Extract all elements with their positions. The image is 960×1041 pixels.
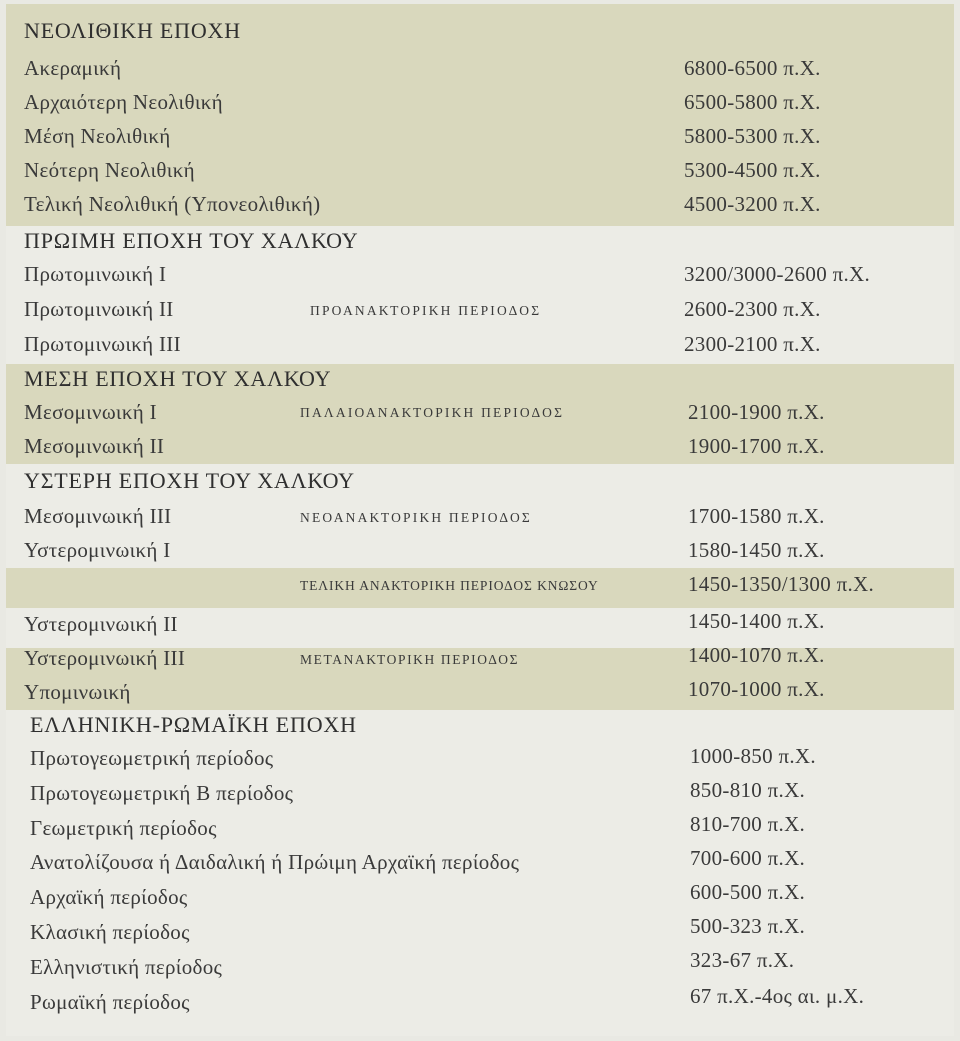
row-date: 700-600 π.Χ. — [690, 846, 806, 870]
row-date: 6800-6500 π.Χ. — [684, 56, 821, 80]
period-label-final-palatial: ΤΕΛΙΚΗ ΑΝΑΚΤΟΡΙΚΗ ΠΕΡΙΟΔΟΣ ΚΝΩΣΟΥ — [300, 578, 599, 593]
row-name: Πρωτομινωική ΙΙ — [24, 297, 174, 321]
row-name: Αρχαιότερη Νεολιθική — [24, 90, 223, 114]
period-label-prepalatial: ΠΡΟΑΝΑΚΤΟΡΙΚΗ ΠΕΡΙΟΔΟΣ — [310, 303, 542, 318]
row-date: 4500-3200 π.Χ. — [684, 192, 821, 216]
row-name: Πρωτογεωμετρική Β περίοδος — [30, 781, 294, 805]
row-date: 2100-1900 π.Χ. — [688, 400, 825, 424]
row-name: Υστερομινωική Ι — [24, 538, 171, 562]
row-date: 850-810 π.Χ. — [690, 778, 806, 802]
row-name: Ανατολίζουσα ή Δαιδαλική ή Πρώιμη Αρχαϊκή περίοδος — [30, 850, 520, 874]
period-label-protopalatial: ΠΑΛΑΙΟΑΝΑΚΤΟΡΙΚΗ ΠΕΡΙΟΔΟΣ — [300, 405, 565, 420]
row-name: Μέση Νεολιθική — [24, 124, 171, 148]
row-date: 323-67 π.Χ. — [690, 948, 795, 972]
row-date: 3200/3000-2600 π.Χ. — [684, 262, 871, 286]
row-name: Υπομινωική — [24, 680, 131, 704]
row-date: 5800-5300 π.Χ. — [684, 124, 821, 148]
section-header-early-bronze: ΠΡΩΙΜΗ ΕΠΟΧΗ ΤΟΥ ΧΑΛΚΟΥ — [24, 228, 359, 253]
row-date: 5300-4500 π.Χ. — [684, 158, 821, 182]
row-name: Υστερομινωική ΙΙΙ — [24, 646, 186, 670]
row-date: 1070-1000 π.Χ. — [688, 677, 825, 701]
section-header-middle-bronze: ΜΕΣΗ ΕΠΟΧΗ ΤΟΥ ΧΑΛΚΟΥ — [24, 366, 332, 391]
section-header-neolithic: ΝΕΟΛΙΘΙΚΗ ΕΠΟΧΗ — [24, 18, 241, 43]
row-date: 1400-1070 π.Χ. — [688, 643, 825, 667]
row-name: Ρωμαϊκή περίοδος — [30, 990, 190, 1014]
section-header-late-bronze: ΥΣΤΕΡΗ ΕΠΟΧΗ ΤΟΥ ΧΑΛΚΟΥ — [24, 468, 355, 493]
row-name: Πρωτογεωμετρική περίοδος — [30, 746, 274, 770]
row-date: 1000-850 π.Χ. — [690, 744, 816, 768]
row-date: 1900-1700 π.Χ. — [688, 434, 825, 458]
period-label-postpalatial: ΜΕΤΑΝΑΚΤΟΡΙΚΗ ΠΕΡΙΟΔΟΣ — [300, 652, 520, 667]
row-date: 6500-5800 π.Χ. — [684, 90, 821, 114]
row-date: 1580-1450 π.Χ. — [688, 538, 825, 562]
row-name: Μεσομινωική ΙΙΙ — [24, 504, 172, 528]
row-date: 67 π.Χ.-4ος αι. μ.Χ. — [690, 984, 865, 1008]
row-date: 2300-2100 π.Χ. — [684, 332, 821, 356]
row-name: Ακεραμική — [24, 56, 122, 80]
row-name: Ελληνιστική περίοδος — [30, 955, 223, 979]
row-name: Πρωτομινωική ΙΙΙ — [24, 332, 181, 356]
row-name: Αρχαϊκή περίοδος — [30, 885, 188, 909]
row-date: 500-323 π.Χ. — [690, 914, 806, 938]
row-name: Νεότερη Νεολιθική — [24, 158, 195, 182]
row-date: 1450-1350/1300 π.Χ. — [688, 572, 875, 596]
row-name: Γεωμετρική περίοδος — [30, 816, 217, 840]
row-date: 600-500 π.Χ. — [690, 880, 806, 904]
section-header-greco-roman: ΕΛΛΗΝΙΚΗ-ΡΩΜΑΪΚΗ ΕΠΟΧΗ — [30, 712, 357, 737]
row-date: 1700-1580 π.Χ. — [688, 504, 825, 528]
row-name: Τελική Νεολιθική (Υπονεολιθική) — [24, 192, 321, 216]
row-name: Κλασική περίοδος — [30, 920, 190, 944]
row-name: Μεσομινωική Ι — [24, 400, 157, 424]
row-name: Υστερομινωική ΙΙ — [24, 612, 178, 636]
row-date: 1450-1400 π.Χ. — [688, 609, 825, 633]
row-name: Πρωτομινωική Ι — [24, 262, 167, 286]
period-label-neopalatial: ΝΕΟΑΝΑΚΤΟΡΙΚΗ ΠΕΡΙΟΔΟΣ — [300, 510, 532, 525]
row-date: 2600-2300 π.Χ. — [684, 297, 821, 321]
row-date: 810-700 π.Χ. — [690, 812, 806, 836]
row-name: Μεσομινωική ΙΙ — [24, 434, 165, 458]
